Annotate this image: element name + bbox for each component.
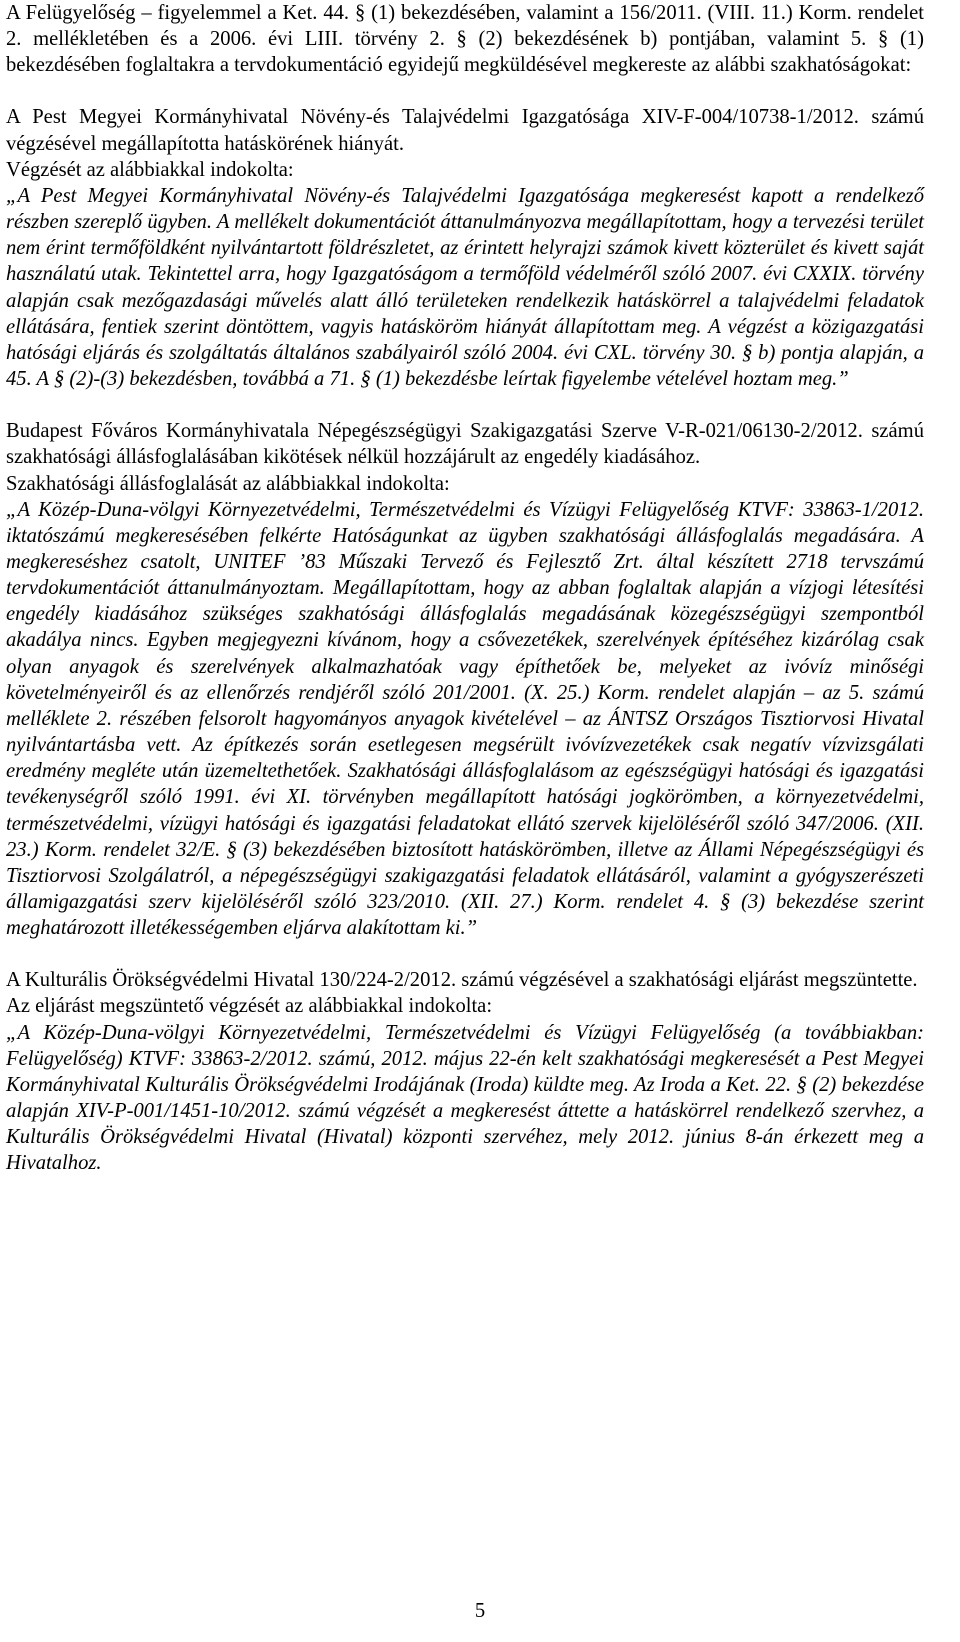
heritage-reasoning-intro: Az eljárást megszüntető végzését az alábbiakkal indokolta: — [6, 995, 493, 1018]
pest-reasoning-quote: „A Pest Megyei Kormányhivatal Növény-és Talajvédelmi Igazgatósága megkeresést kapott a rendelkező részben szereplő ügyben. A mellékelt dokumentációt áttanulmányozva megállapítottam, hogy a tervezési terület nem érint termőföldként nyilvántartott földrészletet, az érintett helyrajzi számok kivett közterület és kivett saját használatú utak. Tekintettel arra, hogy Igazgatóságom a termőföld védelméről szóló 2007. évi CXXIX. törvény alapján csak mezőgazdasági művelés alatt álló területeken rendelkezik hatáskörrel a talajvédelmi feladatok ellátására, fentiek szerint döntöttem, vagyis hatásköröm hiányát állapítottam meg. A végzést a közigazgatási hatósági eljárás és szolgáltatás általános szabályairól szóló 2004. évi CXL. törvény 30. § b) pontja alapján, a 45. A § (2)-(3) bekezdésben, továbbá a 71. § (1) bekezdésbe leírtak figyelembe vételével hoztam meg.” — [6, 184, 924, 391]
pest-decision-paragraph: A Pest Megyei Kormányhivatal Növény-és Talajvédelmi Igazgatósága XIV-F-004/10738-1/2012. számú végzésével megállapította hatáskörének hiányát. — [6, 106, 924, 155]
budapest-reasoning-quote: „A Közép-Duna-völgyi Környezetvédelmi, Természetvédelmi és Vízügyi Felügyelőség KTVF: 33863-1/2012. iktatószámú megkeresésében felkérte Hatóságunkat az ügyben szakhatósági állásfoglalás megadására. A megkereséshez csatolt, UNITEF ’83 Műszaki Tervező és Fejlesztő Zrt. által készített 2718 tervszámú tervdokumentációt áttanulmányoztam. Megállapítottam, hogy az abban foglaltak alapján a vízjogi létesítési engedély kiadásához szükséges szakhatósági állásfoglalás megadásának közegészségügyi szempontból akadálya nincs. Egyben megjegyezni kívánom, hogy a csővezetékek, szerelvények építéséhez kizárólag csak olyan anyagok és szerelvények alkalmazhatóak vagy építhetőek be, melyeket az ivóvíz minőségi követelményeiről és az ellenőrzés rendjéről szóló 201/2001. (X. 25.) Korm. rendelet alapján – az 5. számú melléklete 2. részében felsorolt hagyományos anyagok kivételével – az ÁNTSZ Országos Tisztiorvosi Hivatal nyilvántartásba vett. Az építkezés során esetlegesen megsérült ivóvízvezetékek csak negatív vízvizsgálati eredmény megléte után üzemeltethetőek. Szakhatósági állásfoglalásom az egészségügyi hatósági és igazgatási tevékenységről szóló 1991. évi XI. törvényben megállapított hatósági jogkörömben, a környezetvédelmi, természetvédelmi, vízügyi hatósági és igazgatási feladatokat ellátó szervek kijelöléséről szóló 347/2006. (XII. 23.) Korm. rendelet 32/E. § (3) bekezdésében biztosított hatáskörömben, illetve az Állami Népegészségügyi és Tisztiorvosi Szolgálatról, a népegészségügyi szakigazgatási feladatok ellátásáról, valamint a gyógyszerészeti államigazgatási szerv kijelöléséről szóló 323/2010. (XII. 27.) Korm. rendelet 4. § (3) bekezdése szerint meghatározott illetékességemben eljárva alakítottam ki.” — [6, 498, 924, 940]
heritage-reasoning-quote: „A Közép-Duna-völgyi Környezetvédelmi, Természetvédelmi és Vízügyi Felügyelőség (a továbbiakban: Felügyelőség) KTVF: 33863-2/2012. számú, 2012. május 22-én kelt szakhatósági megkeresését a Pest Megyei Kormányhivatal Kulturális Örökségvédelmi Irodájának (Iroda) küldte meg. Az Iroda a Ket. 22. § (2) bekezdése alapján XIV-P-001/1451-10/2012. számú végzését a megkeresést áttette a hatáskörrel rendelkező szervhez, a Kulturális Örökségvédelmi Hivatal (Hivatal) központi szervéhez, mely 2012. június 8-án érkezett meg a Hivatalhoz. — [6, 1021, 924, 1175]
budapest-reasoning-intro: Szakhatósági állásfoglalását az alábbiakkal indokolta: — [6, 472, 450, 495]
heritage-decision-paragraph: A Kulturális Örökségvédelmi Hivatal 130/224-2/2012. számú végzésével a szakhatósági eljárást megszüntette. — [6, 969, 918, 992]
pest-reasoning-intro: Végzését az alábbiakkal indokolta: — [6, 158, 294, 181]
budapest-decision-paragraph: Budapest Főváros Kormányhivatala Népegészségügyi Szakigazgatási Szerve V-R-021/06130-2/2012. számú szakhatósági állásfoglalásában kikötések nélkül hozzájárult az engedély kiadásához. — [6, 420, 924, 469]
intro-paragraph: A Felügyelőség – figyelemmel a Ket. 44. § (1) bekezdésében, valamint a 156/2011. (VIII. 11.) Korm. rendelet 2. mellékletében és a 2006. évi LIII. törvény 2. § (2) bekezdésének b) pontjában, valamint 5. § (1) bekezdésében foglaltakra a tervdokumentáció egyidejű megküldésével megkereste az alábbi szakhatóságokat: — [6, 2, 924, 77]
document-page — [6, 0, 924, 1177]
page-number: 5 — [474, 1600, 486, 1622]
